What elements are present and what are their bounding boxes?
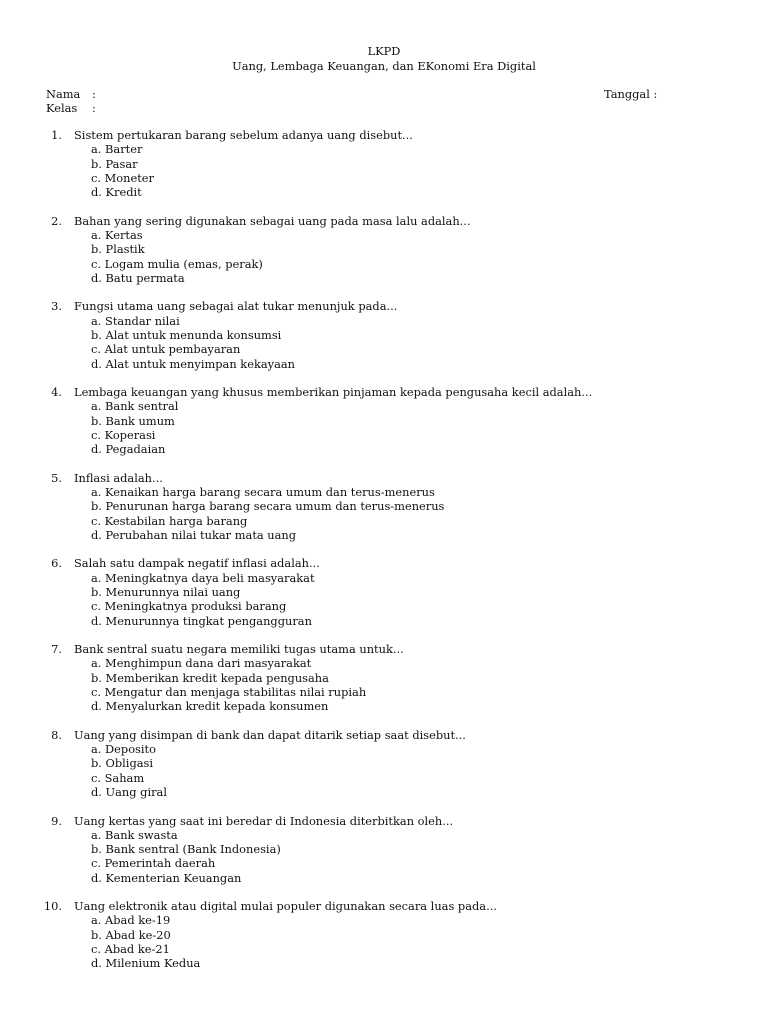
question-item — [0, 214, 768, 300]
option-c: c. Meningkatnya produksi barang — [91, 599, 287, 614]
question-text: Uang kertas yang saat ini beredar di Indonesia diterbitkan oleh... — [74, 813, 454, 828]
option-b: b. Plastik — [91, 242, 145, 257]
option-d: d. Pegadaian — [91, 442, 166, 457]
question-text: Uang elektronik atau digital mulai populer digunakan secara luas pada... — [74, 899, 497, 914]
option-c: c. Mengatur dan menjaga stabilitas nilai rupiah — [91, 685, 367, 700]
option-a: a. Kertas — [91, 227, 143, 242]
kelas-colon: : — [92, 101, 96, 115]
option-d: d. Menyalurkan kredit kepada konsumen — [91, 699, 329, 714]
option-c: c. Koperasi — [91, 427, 156, 442]
option-b: b. Bank sentral (Bank Indonesia) — [91, 842, 281, 857]
option-b: b. Menurunnya nilai uang — [91, 585, 241, 600]
page-subtitle: Uang, Lembaga Keuangan, dan EKonomi Era Digital — [232, 59, 536, 73]
question-item — [0, 471, 768, 557]
nama-field — [46, 87, 96, 101]
question-number: 7. — [51, 642, 62, 657]
option-list — [0, 913, 768, 970]
option-a: a. Deposito — [91, 742, 156, 757]
question-text: Sistem pertukaran barang sebelum adanya uang disebut... — [74, 128, 413, 142]
option-list — [0, 656, 768, 713]
option-c: c. Pemerintah daerah — [91, 856, 216, 871]
question-list — [0, 128, 768, 985]
option-c: c. Saham — [91, 770, 145, 785]
question-text: Lembaga keuangan yang khusus memberikan pinjaman kepada pengusaha kecil adalah... — [74, 385, 593, 400]
option-b: b. Penurunan harga barang secara umum dan terus-menerus — [91, 499, 445, 514]
nama-label: Nama — [46, 87, 81, 101]
page-title: LKPD — [367, 44, 401, 58]
option-b: b. Pasar — [91, 156, 138, 171]
question-number: 6. — [51, 556, 62, 571]
tanggal-field — [604, 87, 657, 101]
option-b: b. Memberikan kredit kepada pengusaha — [91, 670, 329, 685]
question-number: 8. — [51, 727, 62, 742]
question-text: Salah satu dampak negatif inflasi adalah... — [74, 556, 320, 571]
question-text: Bahan yang sering digunakan sebagai uang pada masa lalu adalah... — [74, 213, 471, 228]
option-c: c. Kestabilan harga barang — [91, 513, 248, 528]
option-list — [0, 742, 768, 799]
option-list — [0, 399, 768, 456]
option-c: c. Abad ke-21 — [91, 942, 170, 957]
question-item — [0, 728, 768, 814]
question-line — [0, 899, 768, 913]
question-line — [0, 128, 768, 142]
question-item — [0, 642, 768, 728]
question-item — [0, 899, 768, 985]
option-list — [0, 571, 768, 628]
option-b: b. Alat untuk menunda konsumsi — [91, 327, 282, 342]
nama-colon: : — [92, 87, 96, 101]
question-line — [0, 471, 768, 485]
question-line — [0, 214, 768, 228]
option-a: a. Standar nilai — [91, 313, 180, 328]
question-number: 10. — [43, 899, 62, 914]
option-b: b. Obligasi — [91, 756, 154, 771]
question-number: 5. — [51, 470, 62, 485]
option-c: c. Logam mulia (emas, perak) — [91, 256, 263, 271]
option-a: a. Meningkatnya daya beli masyarakat — [91, 570, 315, 585]
question-line — [0, 385, 768, 399]
question-item — [0, 128, 768, 214]
option-d: d. Batu permata — [91, 270, 185, 285]
option-a: a. Bank sentral — [91, 399, 179, 414]
option-b: b. Abad ke-20 — [91, 927, 171, 942]
question-line — [0, 814, 768, 828]
question-text: Inflasi adalah... — [74, 470, 163, 485]
option-a: a. Bank swasta — [91, 827, 178, 842]
kelas-field — [46, 101, 96, 115]
option-d: d. Milenium Kedua — [91, 956, 201, 971]
option-a: a. Barter — [91, 142, 143, 157]
option-d: d. Alat untuk menyimpan kekayaan — [91, 356, 295, 371]
option-b: b. Bank umum — [91, 413, 175, 428]
kelas-label: Kelas — [46, 101, 78, 115]
question-number: 1. — [51, 128, 62, 142]
option-d: d. Perubahan nilai tukar mata uang — [91, 527, 297, 542]
question-number: 4. — [51, 385, 62, 400]
question-line — [0, 556, 768, 570]
question-number: 9. — [51, 813, 62, 828]
question-number: 3. — [51, 299, 62, 314]
option-d: d. Kementerian Keuangan — [91, 870, 242, 885]
question-text: Bank sentral suatu negara memiliki tugas utama untuk... — [74, 642, 404, 657]
question-line — [0, 728, 768, 742]
option-list — [0, 142, 768, 199]
option-list — [0, 228, 768, 285]
question-line — [0, 299, 768, 313]
option-d: d. Menurunnya tingkat pengangguran — [91, 613, 312, 628]
question-number: 2. — [51, 213, 62, 228]
option-d: d. Kredit — [91, 185, 142, 200]
question-item — [0, 299, 768, 385]
option-c: c. Alat untuk pembayaran — [91, 342, 241, 357]
question-line — [0, 642, 768, 656]
option-d: d. Uang giral — [91, 785, 167, 799]
option-list — [0, 485, 768, 542]
tanggal-label: Tanggal : — [604, 87, 658, 101]
option-list — [0, 828, 768, 885]
option-c: c. Moneter — [91, 170, 154, 185]
question-text: Uang yang disimpan di bank dan dapat ditarik setiap saat disebut... — [74, 727, 466, 742]
question-text: Fungsi utama uang sebagai alat tukar menunjuk pada... — [74, 299, 398, 314]
question-item — [0, 556, 768, 642]
question-item — [0, 814, 768, 900]
question-item — [0, 385, 768, 471]
option-a: a. Kenaikan harga barang secara umum dan terus-menerus — [91, 485, 435, 500]
option-list — [0, 314, 768, 371]
option-a: a. Menghimpun dana dari masyarakat — [91, 656, 312, 671]
option-a: a. Abad ke-19 — [91, 913, 171, 928]
